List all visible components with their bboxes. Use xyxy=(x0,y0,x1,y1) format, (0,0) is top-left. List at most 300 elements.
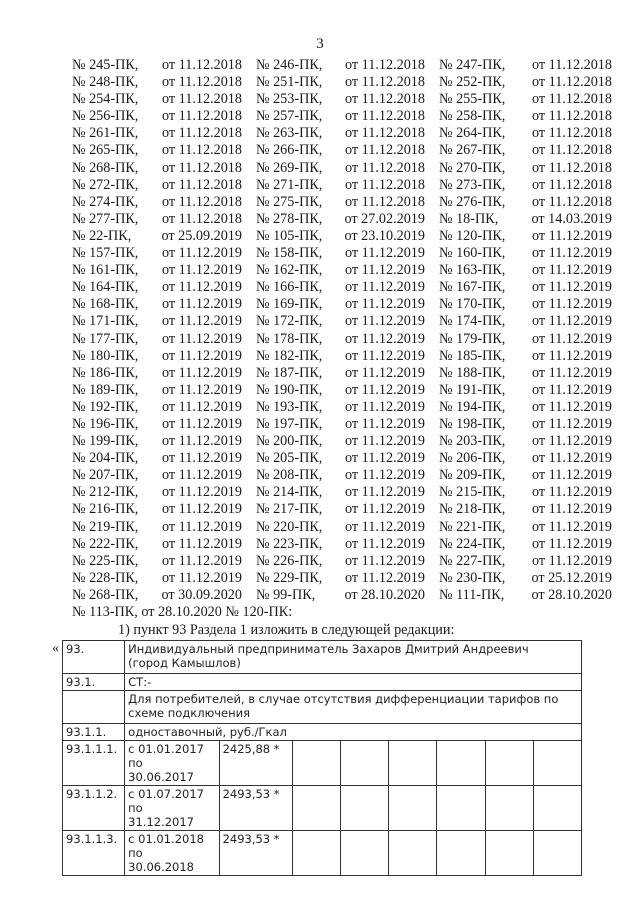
document-reference xyxy=(427,484,612,501)
consumer-note-code xyxy=(63,691,125,724)
document-date: от 11.12.2019 xyxy=(162,569,242,586)
list-item xyxy=(72,501,612,518)
list-item xyxy=(72,365,612,382)
document-number: № 163-ПК, xyxy=(439,262,506,279)
document-reference xyxy=(244,313,427,330)
document-number: № 167-ПК, xyxy=(439,279,506,296)
document-number: № 225-ПК, xyxy=(72,552,139,569)
document-number: № 255-ПК, xyxy=(439,91,506,108)
document-number: № 164-ПК, xyxy=(72,279,139,296)
document-date: от 11.12.2018 xyxy=(162,108,242,125)
document-date: от 11.12.2019 xyxy=(532,279,612,296)
tariff-code: 93.1.1.3. xyxy=(63,831,125,876)
document-reference xyxy=(427,177,612,194)
document-number: № 214-ПК, xyxy=(256,484,323,501)
document-reference xyxy=(427,501,612,518)
document-reference xyxy=(427,450,612,467)
document-date: от 11.12.2019 xyxy=(345,381,425,398)
document-date: от 11.12.2019 xyxy=(345,398,425,415)
document-reference xyxy=(72,313,244,330)
document-date: от 11.12.2019 xyxy=(532,364,612,381)
document-number: № 246-ПК, xyxy=(256,57,323,73)
document-reference xyxy=(427,74,612,91)
document-date: от 11.12.2019 xyxy=(162,245,242,262)
list-item xyxy=(72,553,612,570)
document-date: от 11.12.2019 xyxy=(162,467,242,484)
document-reference xyxy=(244,519,427,536)
document-reference xyxy=(427,416,612,433)
document-date: от 11.12.2019 xyxy=(532,501,612,518)
document-date: от 14.03.2019 xyxy=(531,210,612,227)
list-item xyxy=(72,416,612,433)
document-number: № 166-ПК, xyxy=(256,279,323,296)
document-reference xyxy=(244,279,427,296)
document-reference xyxy=(244,108,427,125)
document-number: № 192-ПК, xyxy=(72,398,139,415)
document-reference xyxy=(72,553,244,570)
document-date: от 11.12.2018 xyxy=(162,142,242,159)
document-number: № 224-ПК, xyxy=(439,535,506,552)
document-date: от 11.12.2018 xyxy=(345,91,425,108)
document-number: № 203-ПК, xyxy=(439,433,506,450)
document-reference xyxy=(72,125,244,142)
document-number: № 204-ПК, xyxy=(72,450,139,467)
list-item xyxy=(72,228,612,245)
document-number: № 257-ПК, xyxy=(256,108,323,125)
document-number: № 111-ПК, xyxy=(439,586,505,603)
st-label: СТ:- xyxy=(125,674,582,691)
document-number: № 268-ПК, xyxy=(72,586,139,603)
document-number: № 273-ПК, xyxy=(439,176,506,193)
document-date: от 11.12.2018 xyxy=(162,159,242,176)
document-date: от 11.12.2019 xyxy=(162,450,242,467)
document-date: от 11.12.2019 xyxy=(345,279,425,296)
document-reference xyxy=(427,570,612,587)
document-date: от 11.12.2019 xyxy=(532,330,612,347)
empty-cell xyxy=(437,831,485,876)
empty-cell xyxy=(533,741,581,786)
document-date: от 11.12.2019 xyxy=(345,364,425,381)
tariff-period xyxy=(125,831,219,876)
document-reference xyxy=(244,177,427,194)
document-number: № 215-ПК, xyxy=(439,484,506,501)
document-date: от 11.12.2019 xyxy=(162,415,242,432)
document-date: от 11.12.2019 xyxy=(532,433,612,450)
document-date: от 11.12.2018 xyxy=(345,159,425,176)
document-date: от 11.12.2018 xyxy=(162,125,242,142)
empty-cell xyxy=(437,786,485,831)
document-date: от 11.12.2019 xyxy=(532,262,612,279)
document-reference xyxy=(427,108,612,125)
document-number: № 252-ПК, xyxy=(439,74,506,91)
document-reference xyxy=(427,211,612,228)
document-reference xyxy=(244,91,427,108)
document-reference xyxy=(72,245,244,262)
document-date: от 28.10.2020 xyxy=(531,586,612,603)
document-date: от 11.12.2019 xyxy=(345,313,425,330)
tariff-period xyxy=(125,741,219,786)
document-reference xyxy=(244,331,427,348)
document-number: № 264-ПК, xyxy=(439,125,506,142)
document-number: № 99-ПК, xyxy=(256,586,316,603)
document-reference xyxy=(244,228,427,245)
table-row xyxy=(63,786,582,831)
empty-cell xyxy=(340,786,388,831)
document-date: от 11.12.2019 xyxy=(162,330,242,347)
document-date: от 11.12.2019 xyxy=(345,330,425,347)
document-number: № 158-ПК, xyxy=(256,245,323,262)
document-date: от 11.12.2019 xyxy=(162,347,242,364)
document-date: от 11.12.2019 xyxy=(162,518,242,535)
list-item xyxy=(72,313,612,330)
list-item xyxy=(72,74,612,91)
document-reference xyxy=(244,296,427,313)
opening-quote: « xyxy=(52,641,59,656)
document-date: от 11.12.2018 xyxy=(532,74,612,91)
document-reference xyxy=(244,348,427,365)
document-number: № 171-ПК, xyxy=(72,313,139,330)
document-date: от 11.12.2019 xyxy=(345,552,425,569)
document-reference xyxy=(244,484,427,501)
document-number: № 217-ПК, xyxy=(256,501,323,518)
document-date: от 25.09.2019 xyxy=(161,227,242,244)
document-number: № 274-ПК, xyxy=(72,193,139,210)
list-item xyxy=(72,245,612,262)
document-number: № 209-ПК, xyxy=(439,467,506,484)
document-number: № 198-ПК, xyxy=(439,415,506,432)
list-item xyxy=(72,331,612,348)
document-reference xyxy=(244,211,427,228)
document-reference xyxy=(72,142,244,159)
document-date: от 11.12.2019 xyxy=(162,381,242,398)
document-number: № 197-ПК, xyxy=(256,415,323,432)
document-number: № 120-ПК, xyxy=(439,227,506,244)
document-date: от 11.12.2018 xyxy=(345,74,425,91)
document-number: № 261-ПК, xyxy=(72,125,139,142)
document-reference xyxy=(427,262,612,279)
document-date: от 11.12.2019 xyxy=(532,227,612,244)
empty-cell xyxy=(292,741,340,786)
document-date: от 11.12.2018 xyxy=(345,108,425,125)
empty-cell xyxy=(389,741,437,786)
document-number: № 190-ПК, xyxy=(256,381,323,398)
period-start: с 01.01.2017 по xyxy=(128,742,204,770)
empty-cell xyxy=(292,786,340,831)
document-date: от 11.12.2019 xyxy=(532,381,612,398)
document-number: № 263-ПК, xyxy=(256,125,323,142)
document-number: № 212-ПК, xyxy=(72,484,139,501)
document-reference xyxy=(72,74,244,91)
amendment-instruction: 1) пункт 93 Раздела 1 изложить в следующей редакции: xyxy=(118,622,455,638)
list-item xyxy=(72,57,612,74)
document-number: № 277-ПК, xyxy=(72,210,139,227)
empty-cell xyxy=(533,831,581,876)
document-number: № 245-ПК, xyxy=(72,57,139,73)
document-number: № 174-ПК, xyxy=(439,313,506,330)
document-date: от 11.12.2018 xyxy=(532,91,612,108)
document-reference xyxy=(244,142,427,159)
document-number: № 105-ПК, xyxy=(256,227,323,244)
document-date: от 11.12.2019 xyxy=(532,398,612,415)
empty-cell xyxy=(340,831,388,876)
document-reference xyxy=(72,365,244,382)
document-reference xyxy=(427,348,612,365)
document-number: № 254-ПК, xyxy=(72,91,139,108)
document-reference xyxy=(427,433,612,450)
document-date: от 11.12.2018 xyxy=(532,142,612,159)
empty-cell xyxy=(533,786,581,831)
document-date: от 11.12.2019 xyxy=(532,467,612,484)
document-date: от 28.10.2020 xyxy=(344,586,425,603)
document-reference xyxy=(244,262,427,279)
list-item xyxy=(72,194,612,211)
entity-city: (город Камышлов) xyxy=(128,656,241,670)
entity-code: 93. xyxy=(63,641,125,674)
document-number: № 182-ПК, xyxy=(256,347,323,364)
empty-cell xyxy=(389,831,437,876)
document-number: № 258-ПК, xyxy=(439,108,506,125)
document-reference xyxy=(72,501,244,518)
page-number: 3 xyxy=(316,36,324,52)
empty-cell xyxy=(485,831,533,876)
rate-code: 93.1.1. xyxy=(63,724,125,741)
document-reference xyxy=(72,382,244,399)
document-reference xyxy=(427,467,612,484)
document-reference xyxy=(244,245,427,262)
document-date: от 11.12.2018 xyxy=(345,176,425,193)
document-reference xyxy=(72,279,244,296)
table-row-consumer-note xyxy=(63,691,582,724)
document-reference xyxy=(427,536,612,553)
document-date: от 11.12.2018 xyxy=(532,176,612,193)
document-number: № 248-ПК, xyxy=(72,74,139,91)
list-item xyxy=(72,433,612,450)
document-number: № 169-ПК, xyxy=(256,296,323,313)
document-reference xyxy=(72,108,244,125)
empty-cell xyxy=(485,741,533,786)
list-item xyxy=(72,177,612,194)
document-number: № 216-ПК, xyxy=(72,501,139,518)
document-number: № 168-ПК, xyxy=(72,296,139,313)
document-number: № 267-ПК, xyxy=(439,142,506,159)
document-reference xyxy=(427,194,612,211)
document-number: № 180-ПК, xyxy=(72,347,139,364)
document-reference xyxy=(72,570,244,587)
document-reference xyxy=(244,501,427,518)
list-item xyxy=(72,125,612,142)
tariff-value: 2425,88 * xyxy=(219,741,292,786)
document-reference xyxy=(72,587,244,604)
document-reference xyxy=(72,348,244,365)
document-number: № 222-ПК, xyxy=(72,535,139,552)
document-date: от 11.12.2018 xyxy=(345,125,425,142)
document-date: от 25.12.2019 xyxy=(531,569,612,586)
document-reference xyxy=(244,125,427,142)
document-number: № 219-ПК, xyxy=(72,518,139,535)
document-reference xyxy=(427,228,612,245)
document-reference xyxy=(427,160,612,177)
document-reference xyxy=(244,382,427,399)
document-number: № 160-ПК, xyxy=(439,245,506,262)
list-item xyxy=(72,142,612,159)
document-number: № 221-ПК, xyxy=(439,518,506,535)
document-number: № 194-ПК, xyxy=(439,398,506,415)
document-reference xyxy=(72,57,244,74)
empty-cell xyxy=(340,741,388,786)
document-number: № 189-ПК, xyxy=(72,381,139,398)
document-date: от 11.12.2018 xyxy=(532,159,612,176)
document-date: от 11.12.2019 xyxy=(532,552,612,569)
document-date: от 11.12.2019 xyxy=(162,398,242,415)
document-number: № 177-ПК, xyxy=(72,330,139,347)
document-number: № 276-ПК, xyxy=(439,193,506,210)
list-item xyxy=(72,399,612,416)
document-number: № 268-ПК, xyxy=(72,159,139,176)
document-date: от 11.12.2019 xyxy=(532,245,612,262)
document-reference xyxy=(72,177,244,194)
document-reference xyxy=(244,467,427,484)
document-date: от 23.10.2019 xyxy=(344,227,425,244)
document-number: № 265-ПК, xyxy=(72,142,139,159)
document-reference xyxy=(427,125,612,142)
document-number: № 196-ПК, xyxy=(72,415,139,432)
empty-cell xyxy=(389,786,437,831)
document-number: № 161-ПК, xyxy=(72,262,139,279)
tariff-code: 93.1.1.1. xyxy=(63,741,125,786)
document-date: от 11.12.2018 xyxy=(162,193,242,210)
document-number: № 186-ПК, xyxy=(72,364,139,381)
document-reference xyxy=(72,160,244,177)
document-date: от 11.12.2019 xyxy=(162,313,242,330)
document-reference xyxy=(427,57,612,74)
document-number: № 230-ПК, xyxy=(439,569,506,586)
period-end: 30.06.2017 xyxy=(128,770,195,784)
document-date: от 11.12.2019 xyxy=(532,535,612,552)
document-reference xyxy=(427,331,612,348)
document-date: от 11.12.2019 xyxy=(532,347,612,364)
document-date: от 11.12.2019 xyxy=(345,296,425,313)
list-item xyxy=(72,160,612,177)
tariff-value: 2493,53 * xyxy=(219,786,292,831)
document-date: от 11.12.2018 xyxy=(532,57,612,73)
list-item xyxy=(72,382,612,399)
document-reference xyxy=(72,262,244,279)
document-reference xyxy=(427,553,612,570)
document-date: от 11.12.2019 xyxy=(345,245,425,262)
document-date: от 27.02.2019 xyxy=(344,210,425,227)
table-row-st xyxy=(63,674,582,691)
entity-cell xyxy=(125,641,582,674)
document-number: № 200-ПК, xyxy=(256,433,323,450)
tariff-value: 2493,53 * xyxy=(219,831,292,876)
document-number: № 187-ПК, xyxy=(256,364,323,381)
document-number: № 272-ПК, xyxy=(72,176,139,193)
document-date: от 11.12.2019 xyxy=(532,296,612,313)
document-date: от 11.12.2018 xyxy=(162,91,242,108)
list-item xyxy=(72,450,612,467)
document-reference xyxy=(427,296,612,313)
document-number: № 185-ПК, xyxy=(439,347,506,364)
document-date: от 11.12.2019 xyxy=(162,296,242,313)
empty-cell xyxy=(437,741,485,786)
document-date: от 11.12.2019 xyxy=(162,535,242,552)
document-reference xyxy=(72,450,244,467)
period-end: 30.06.2018 xyxy=(128,860,195,874)
document-reference xyxy=(427,399,612,416)
document-number: № 247-ПК, xyxy=(439,57,506,73)
list-item xyxy=(72,519,612,536)
document-date: от 11.12.2019 xyxy=(162,552,242,569)
document-date: от 11.12.2019 xyxy=(532,415,612,432)
table-row-rate-type xyxy=(63,724,582,741)
document-number: № 256-ПК, xyxy=(72,108,139,125)
document-number: № 199-ПК, xyxy=(72,433,139,450)
document-reference xyxy=(72,228,244,245)
document-reference xyxy=(244,57,427,74)
document-date: от 11.12.2019 xyxy=(532,518,612,535)
empty-cell xyxy=(485,786,533,831)
document-date: от 11.12.2019 xyxy=(162,262,242,279)
document-reference xyxy=(427,91,612,108)
document-reference xyxy=(244,416,427,433)
document-reference xyxy=(427,519,612,536)
document-date: от 11.12.2018 xyxy=(162,74,242,91)
document-reference xyxy=(244,570,427,587)
document-number: № 191-ПК, xyxy=(439,381,506,398)
document-number: № 208-ПК, xyxy=(256,467,323,484)
period-start: с 01.01.2018 по xyxy=(128,832,204,860)
document-reference xyxy=(72,331,244,348)
document-reference xyxy=(244,450,427,467)
document-date: от 11.12.2019 xyxy=(345,467,425,484)
document-reference xyxy=(244,587,427,604)
document-number: № 207-ПК, xyxy=(72,467,139,484)
document-date: от 11.12.2018 xyxy=(162,210,242,227)
document-reference xyxy=(72,433,244,450)
document-reference xyxy=(427,587,612,604)
rate-label: одноставочный, руб./Гкал xyxy=(125,724,582,741)
document-date: от 11.12.2019 xyxy=(345,262,425,279)
document-reference xyxy=(244,553,427,570)
document-date: от 11.12.2018 xyxy=(532,108,612,125)
list-item xyxy=(72,536,612,553)
document-date: от 11.12.2018 xyxy=(532,193,612,210)
document-number: № 278-ПК, xyxy=(256,210,323,227)
document-date: от 11.12.2019 xyxy=(162,433,242,450)
document-date: от 11.12.2019 xyxy=(532,450,612,467)
empty-cell xyxy=(292,831,340,876)
document-number: № 251-ПК, xyxy=(256,74,323,91)
document-number: № 228-ПК, xyxy=(72,569,139,586)
document-date: от 11.12.2019 xyxy=(345,347,425,364)
document-number: № 193-ПК, xyxy=(256,398,323,415)
document-number: № 271-ПК, xyxy=(256,176,323,193)
list-item xyxy=(72,279,612,296)
document-date: от 11.12.2019 xyxy=(532,484,612,501)
document-number: № 227-ПК, xyxy=(439,552,506,569)
document-number: № 188-ПК, xyxy=(439,364,506,381)
document-number: № 157-ПК, xyxy=(72,245,139,262)
document-date: от 11.12.2019 xyxy=(345,450,425,467)
document-date: от 30.09.2020 xyxy=(161,586,242,603)
document-number: № 223-ПК, xyxy=(256,535,323,552)
consumer-note: Для потребителей, в случае отсутствия дифференциации тарифов по схеме подключения xyxy=(125,691,582,724)
document-number: № 270-ПК, xyxy=(439,159,506,176)
document-reference xyxy=(427,365,612,382)
document-number: № 178-ПК, xyxy=(256,330,323,347)
document-date: от 11.12.2019 xyxy=(162,501,242,518)
document-number: № 172-ПК, xyxy=(256,313,323,330)
